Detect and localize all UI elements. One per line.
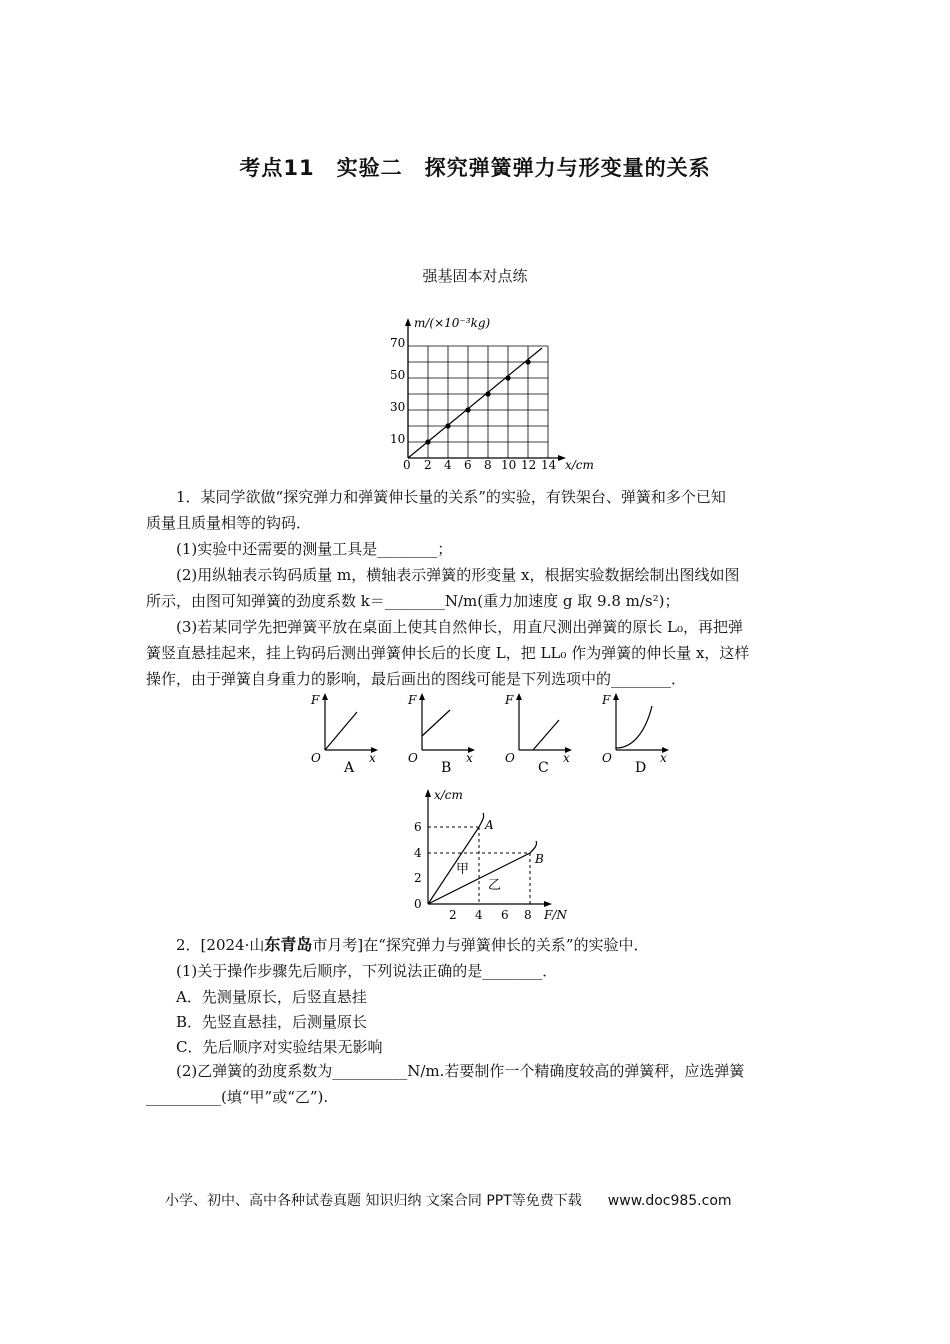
y-tick-30: 30: [390, 400, 406, 414]
q1-part1: (1)实验中还需要的测量工具是________；: [176, 540, 453, 558]
svg-text:F: F: [505, 693, 514, 707]
svg-text:A: A: [344, 760, 355, 776]
x-axis-label: F/N: [544, 908, 567, 922]
option-graph-d: [601, 693, 669, 776]
svg-text:甲: 甲: [456, 862, 470, 877]
data-points: [425, 359, 530, 444]
q1-part2-line2: 所示，由图可知弹簧的劲度系数 k＝________N/m(重力加速度 g 取 9.8 m/s²)；: [146, 592, 680, 610]
svg-text:乙: 乙: [488, 878, 502, 893]
svg-text:0: 0: [414, 897, 422, 911]
q2-part2-line2: __________(填“甲”或“乙”).: [146, 1088, 329, 1106]
svg-text:x: x: [563, 751, 570, 765]
option-graph-b: [407, 693, 475, 776]
option-graphs: [305, 690, 695, 778]
x-tick-12: 12: [521, 458, 537, 472]
svg-text:x: x: [660, 751, 667, 765]
mass-extension-graph: [380, 312, 610, 474]
option-graph-c: [504, 693, 572, 776]
footer-text: 小学、初中、高中各种试卷真题 知识归纳 文案合同 PPT等免费下载: [165, 1193, 582, 1209]
data-point-2: [465, 407, 470, 412]
svg-text:F: F: [408, 693, 417, 707]
svg-text:B: B: [535, 852, 544, 866]
x-tick-10: 10: [501, 458, 517, 472]
svg-text:x: x: [369, 751, 376, 765]
q2-part2-line1: (2)乙弹簧的劲度系数为__________N/m.若要制作一个精确度较高的弹簧秤，应选弹簧: [176, 1062, 745, 1080]
svg-text:2: 2: [414, 871, 422, 885]
q2-stem: 2．[2024·山东青岛市月考]在“探究弹力与弹簧伸长的关系”的实验中．: [176, 935, 649, 954]
svg-text:2: 2: [449, 908, 457, 922]
svg-text:4: 4: [475, 908, 483, 922]
page-footer: [165, 1190, 732, 1210]
footer-url[interactable]: www.doc985.com: [607, 1193, 732, 1209]
q2-option-a: A．先测量原长，后竖直悬挂: [176, 988, 367, 1006]
graph-d-curve: [616, 706, 652, 748]
x-tick-0: 0: [403, 458, 411, 472]
x-tick-4: 4: [444, 458, 452, 472]
q1-stem-line1: 1．某同学欲做“探究弹力和弹簧伸长量的关系”的实验，有铁架台、弹簧和多个已知: [176, 488, 726, 506]
svg-text:B: B: [441, 760, 452, 776]
section-heading: 强基固本对点练: [422, 267, 528, 285]
svg-text:O: O: [505, 751, 515, 765]
q1-stem-line2: 质量且质量相等的钩码．: [146, 514, 312, 532]
graph-c-line: [533, 720, 559, 750]
x-tick-14: 14: [541, 458, 557, 472]
svg-text:F: F: [602, 693, 611, 707]
q1-part3-line3: 操作，由于弹簧自身重力的影响，最后画出的图线可能是下列选项中的________．: [146, 670, 687, 688]
svg-text:A: A: [485, 818, 494, 832]
page-title: 考点11 实验二 探究弹簧弹力与形变量的关系: [239, 156, 711, 180]
y-axis-label: x/cm: [434, 788, 463, 802]
x-tick-6: 6: [464, 458, 472, 472]
data-point-1: [445, 423, 450, 428]
y-tick-70: 70: [390, 336, 406, 350]
data-point-5: [525, 359, 530, 364]
q2-part1: (1)关于操作步骤先后顺序，下列说法正确的是________．: [176, 962, 558, 980]
y-tick-10: 10: [390, 432, 406, 446]
svg-text:O: O: [408, 751, 418, 765]
y-tick-50: 50: [390, 368, 406, 382]
option-graph-a: [310, 693, 378, 776]
x-tick-8: 8: [484, 458, 492, 472]
svg-text:6: 6: [414, 820, 422, 834]
graph-b-line: [422, 710, 450, 736]
y-axis-arrow: [405, 318, 411, 326]
spring-comparison-graph: [408, 785, 588, 925]
svg-text:6: 6: [501, 908, 509, 922]
q1-part3-line2: 簧竖直悬挂起来，挂上钩码后测出弹簧伸长后的长度 L，把 LL₀ 作为弹簧的伸长量 x，这样: [146, 644, 750, 662]
svg-text:8: 8: [524, 908, 532, 922]
y-axis-label: m/(×10⁻³kg): [414, 316, 491, 330]
svg-text:x: x: [466, 751, 473, 765]
svg-text:O: O: [602, 751, 612, 765]
data-point-0: [425, 439, 430, 444]
x-axis-label: x/cm: [565, 458, 594, 472]
data-point-4: [505, 375, 510, 380]
svg-text:D: D: [635, 760, 647, 776]
graph-a-line: [325, 712, 357, 750]
q1-part3-line1: (3)若某同学先把弹簧平放在桌面上使其自然伸长，用直尺测出弹簧的原长 L₀，再把弹: [176, 618, 743, 636]
svg-text:C: C: [538, 760, 549, 776]
q2-option-b: B．先竖直悬挂，后测量原长: [176, 1013, 368, 1031]
q2-source-highlight: 东青岛: [264, 935, 313, 954]
x-tick-2: 2: [424, 458, 432, 472]
svg-text:O: O: [311, 751, 321, 765]
data-point-3: [485, 391, 490, 396]
svg-text:F: F: [311, 693, 320, 707]
q1-part2-line1: (2)用纵轴表示钩码质量 m，横轴表示弹簧的形变量 x，根据实验数据绘制出图线如图: [176, 566, 740, 584]
q2-option-c: C．先后顺序对实验结果无影响: [176, 1038, 383, 1056]
svg-text:4: 4: [414, 846, 422, 860]
line-b: [428, 841, 537, 904]
